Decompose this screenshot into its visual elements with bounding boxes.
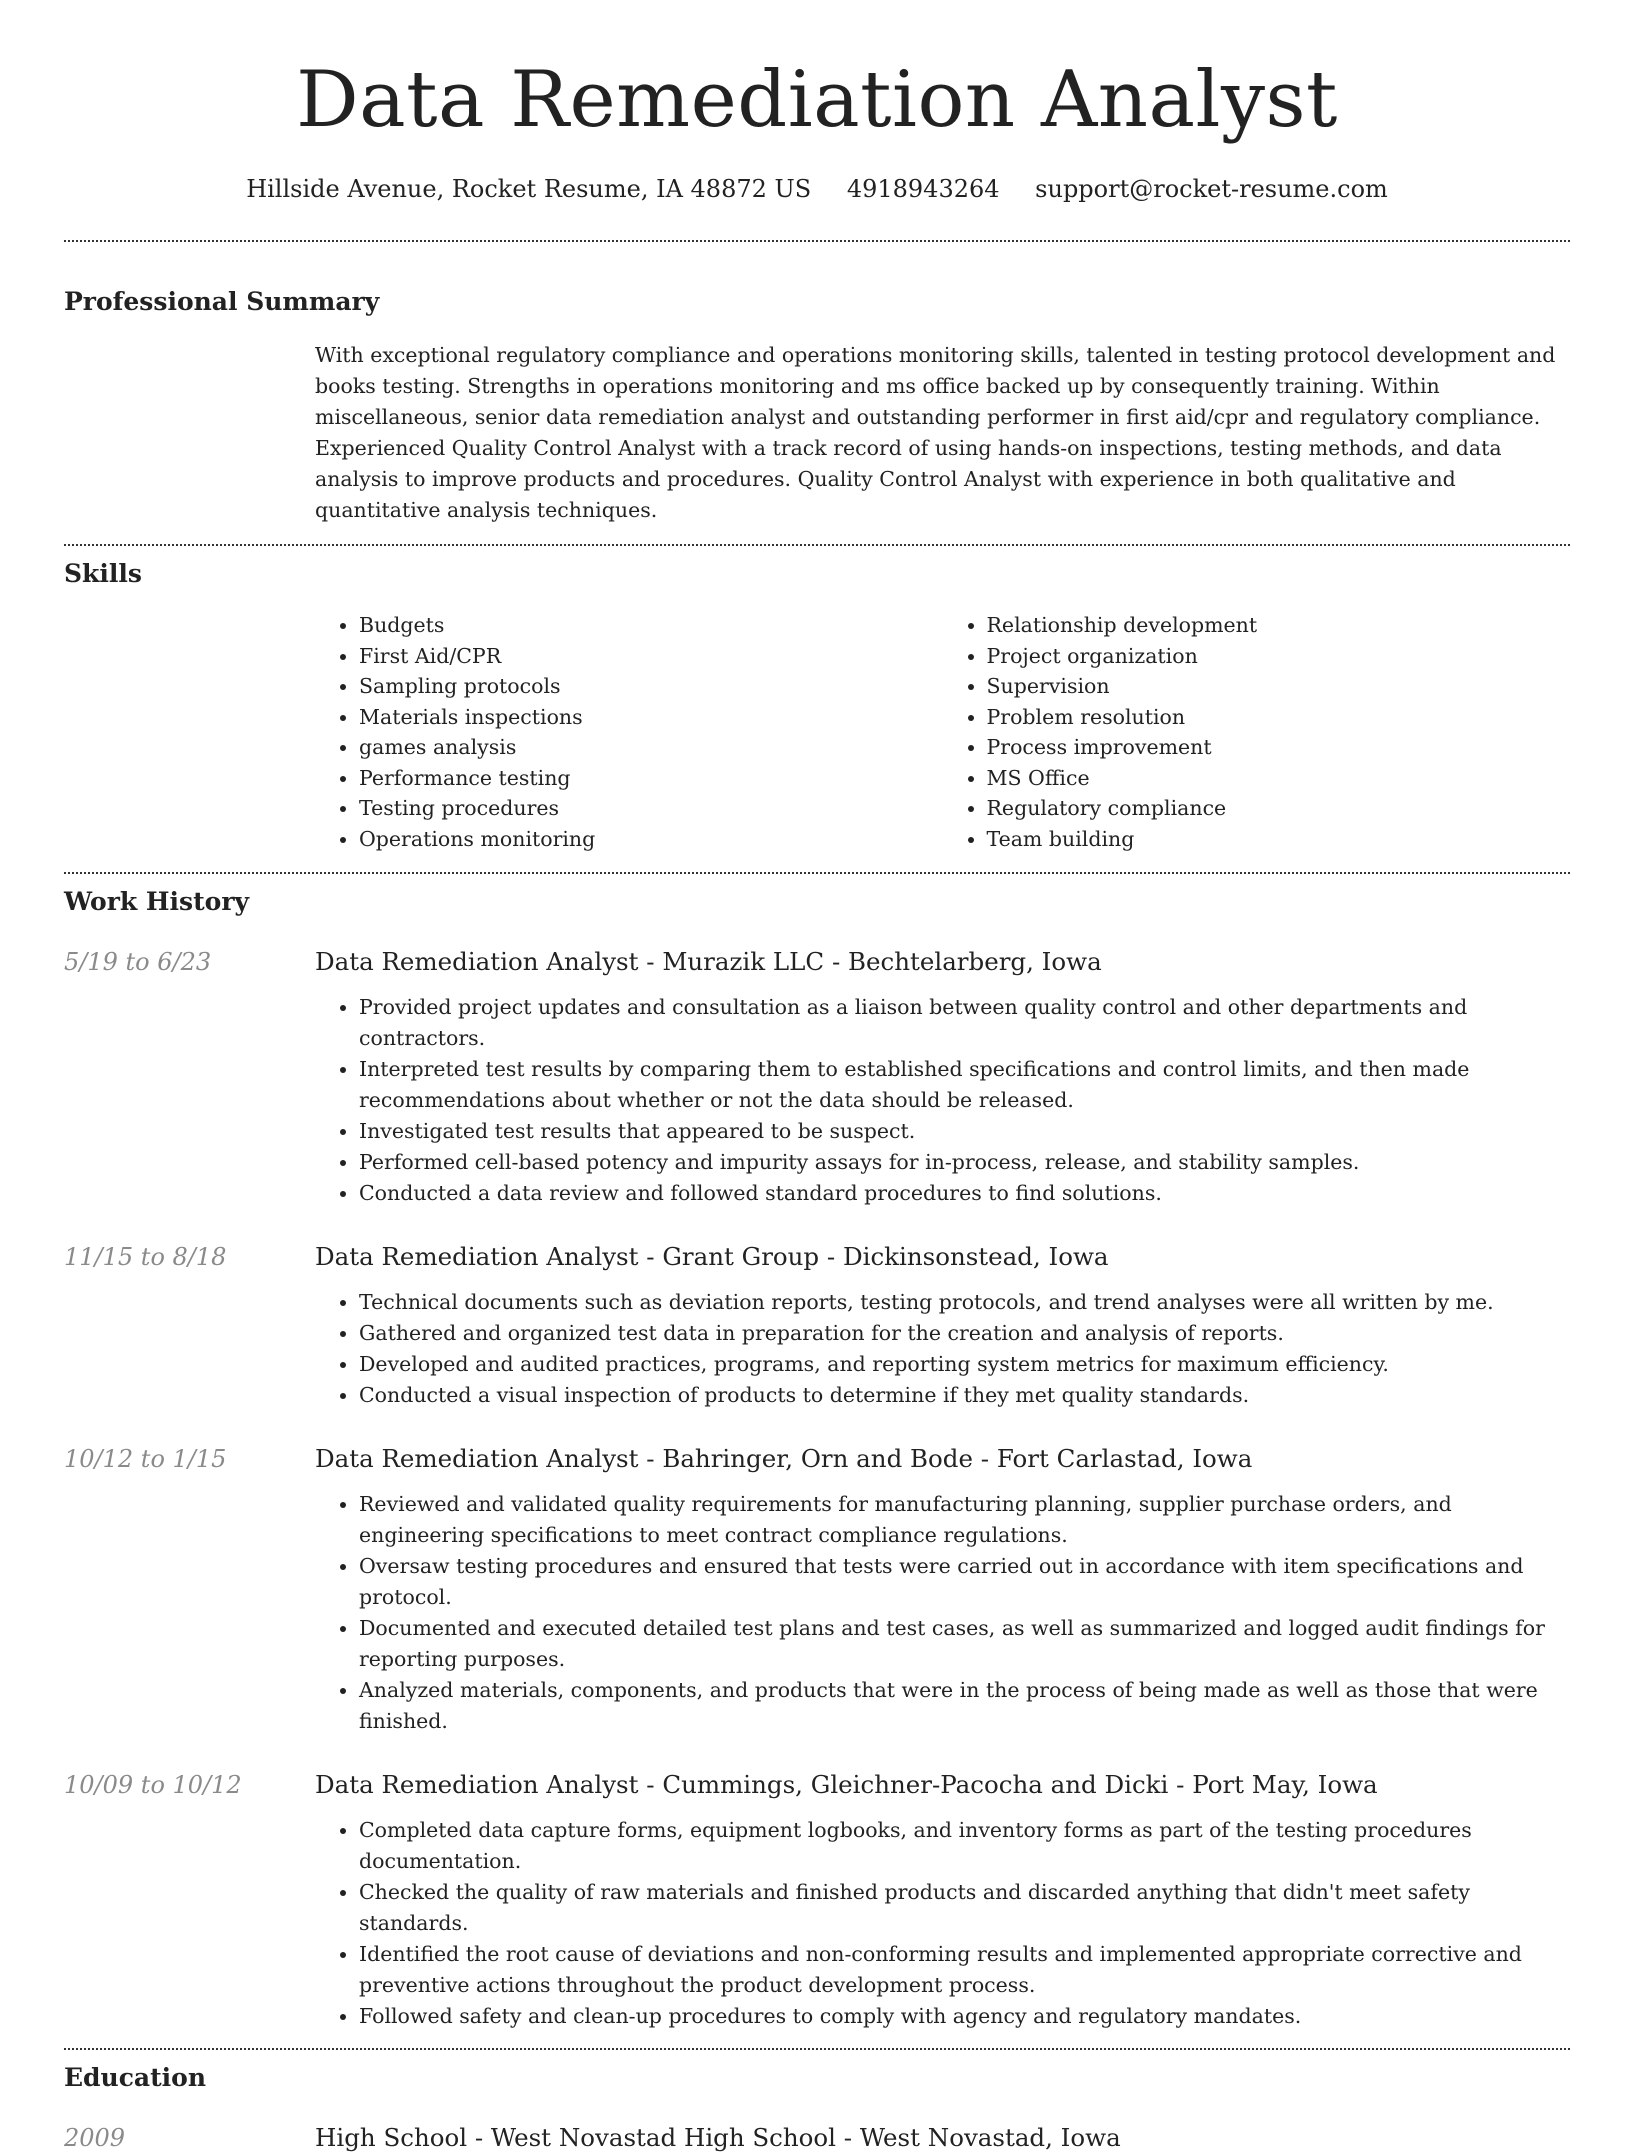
- job-body: [315, 946, 1570, 1209]
- skill-item: • Performance testing: [359, 763, 943, 794]
- job-bullet: • Documented and executed detailed test plans and test cases, as well as summarized and logged audit findings for reporting purposes.: [359, 1613, 1570, 1675]
- contact-phone: 4918943264: [846, 175, 1000, 203]
- skills-list-right: [943, 610, 1571, 854]
- job-title: Data Remediation Analyst - Cummings, Gleichner-Pacocha and Dicki - Port May, Iowa: [315, 1770, 1378, 1799]
- job-bullet: • Conducted a visual inspection of products to determine if they met quality standards.: [359, 1380, 1570, 1411]
- skill-item: • games analysis: [359, 732, 943, 763]
- education-dates: 2009: [64, 2124, 126, 2152]
- job-bullet: • Oversaw testing procedures and ensured that tests were carried out in accordance with item specifications and protocol.: [359, 1551, 1570, 1613]
- job-bullet: • Analyzed materials, components, and products that were in the process of being made as well as those that were finished.: [359, 1675, 1570, 1737]
- job-bullet-list: [315, 992, 1570, 1209]
- skill-item: • Regulatory compliance: [987, 793, 1571, 824]
- job-bullet: • Reviewed and validated quality requirements for manufacturing planning, supplier purchase orders, and engineering specifications to meet contract compliance regulations.: [359, 1489, 1570, 1551]
- job-bullet: • Gathered and organized test data in preparation for the creation and analysis of reports.: [359, 1318, 1570, 1349]
- job-bullet: • Provided project updates and consultation as a liaison between quality control and other departments and contractors.: [359, 992, 1570, 1054]
- skill-item: • Sampling protocols: [359, 671, 943, 702]
- candidate-name: Data Remediation Analyst: [296, 55, 1338, 145]
- job-entry: [64, 1769, 1570, 2032]
- job-entry: [64, 946, 1570, 1209]
- education-section: [64, 2062, 1570, 2154]
- section-divider: [64, 2048, 1570, 2050]
- contact-address: Hillside Avenue, Rocket Resume, IA 48872 US: [246, 175, 812, 203]
- education-list: [64, 2122, 1570, 2154]
- job-dates: 11/15 to 8/18: [64, 1243, 227, 1271]
- skill-item: • Project organization: [987, 641, 1571, 672]
- job-bullet-list: [315, 1287, 1570, 1411]
- section-divider: [64, 872, 1570, 874]
- job-bullet: • Developed and audited practices, programs, and reporting system metrics for maximum efficiency.: [359, 1349, 1570, 1380]
- skill-item: • Relationship development: [987, 610, 1571, 641]
- job-bullet: • Followed safety and clean-up procedures to comply with agency and regulatory mandates.: [359, 2001, 1570, 2032]
- work-history-section: [64, 886, 1570, 2032]
- education-title: High School - West Novastad High School - West Novastad, Iowa: [315, 2123, 1121, 2152]
- skills-heading: Skills: [64, 559, 142, 588]
- job-dates: 10/09 to 10/12: [64, 1771, 242, 1799]
- skill-item: • Process improvement: [987, 732, 1571, 763]
- skill-item: • Budgets: [359, 610, 943, 641]
- job-bullet: • Technical documents such as deviation reports, testing protocols, and trend analyses were all written by me.: [359, 1287, 1570, 1318]
- summary-section: [64, 286, 1570, 526]
- section-divider: [64, 240, 1570, 242]
- job-dates: 10/12 to 1/15: [64, 1445, 227, 1473]
- job-bullet: • Identified the root cause of deviations and non-conforming results and implemented appropriate corrective and preventive actions throughout the product development process.: [359, 1939, 1570, 2001]
- summary-heading: Professional Summary: [64, 287, 380, 316]
- summary-text: With exceptional regulatory compliance and operations monitoring skills, talented in testing protocol development and books testing. Strengths in operations monitoring and ms office backed up by consequently training. Within miscellaneous, senior data remediation analyst and outstanding performer in first aid/cpr and regulatory compliance. Experienced Quality Control Analyst with a track record of using hands-on inspections, testing methods, and data analysis to improve products and procedures. Quality Control Analyst with experience in both qualitative and quantitative analysis techniques.: [315, 343, 1556, 522]
- skill-item: • First Aid/CPR: [359, 641, 943, 672]
- job-body: [315, 1241, 1570, 1411]
- job-bullet: • Performed cell-based potency and impurity assays for in-process, release, and stability samples.: [359, 1147, 1570, 1178]
- education-entry: [64, 2122, 1570, 2154]
- contact-line: [64, 174, 1570, 204]
- skill-item: • Operations monitoring: [359, 824, 943, 855]
- job-title: Data Remediation Analyst - Bahringer, Orn and Bode - Fort Carlastad, Iowa: [315, 1444, 1253, 1473]
- section-divider: [64, 544, 1570, 546]
- skills-columns: [315, 610, 1570, 854]
- skill-item: • Problem resolution: [987, 702, 1571, 733]
- job-title: Data Remediation Analyst - Murazik LLC - Bechtelarberg, Iowa: [315, 947, 1102, 976]
- skill-item: • Supervision: [987, 671, 1571, 702]
- job-title: Data Remediation Analyst - Grant Group - Dickinsonstead, Iowa: [315, 1242, 1109, 1271]
- job-bullet: • Investigated test results that appeared to be suspect.: [359, 1116, 1570, 1147]
- job-entry: [64, 1241, 1570, 1411]
- job-bullet-list: [315, 1815, 1570, 2032]
- skill-item: • Team building: [987, 824, 1571, 855]
- contact-email[interactable]: support@rocket-resume.com: [1035, 175, 1388, 203]
- job-bullet: • Interpreted test results by comparing them to established specifications and control limits, and then made recommendations about whether or not the data should be released.: [359, 1054, 1570, 1116]
- resume-page: [64, 0, 1570, 2154]
- job-body: [315, 1443, 1570, 1737]
- job-bullet-list: [315, 1489, 1570, 1737]
- education-body: [315, 2122, 1570, 2154]
- job-bullet: • Conducted a data review and followed standard procedures to find solutions.: [359, 1178, 1570, 1209]
- job-bullet: • Checked the quality of raw materials and finished products and discarded anything that didn't meet safety standards.: [359, 1877, 1570, 1939]
- work-history-heading: Work History: [64, 887, 250, 916]
- job-list: [64, 946, 1570, 2032]
- job-body: [315, 1769, 1570, 2032]
- education-heading: Education: [64, 2063, 207, 2092]
- skills-list-left: [315, 610, 943, 854]
- job-bullet: • Completed data capture forms, equipment logbooks, and inventory forms as part of the testing procedures documentation.: [359, 1815, 1570, 1877]
- skills-section: [64, 558, 1570, 854]
- skill-item: • Materials inspections: [359, 702, 943, 733]
- job-dates: 5/19 to 6/23: [64, 948, 212, 976]
- skill-item: • MS Office: [987, 763, 1571, 794]
- job-entry: [64, 1443, 1570, 1737]
- skill-item: • Testing procedures: [359, 793, 943, 824]
